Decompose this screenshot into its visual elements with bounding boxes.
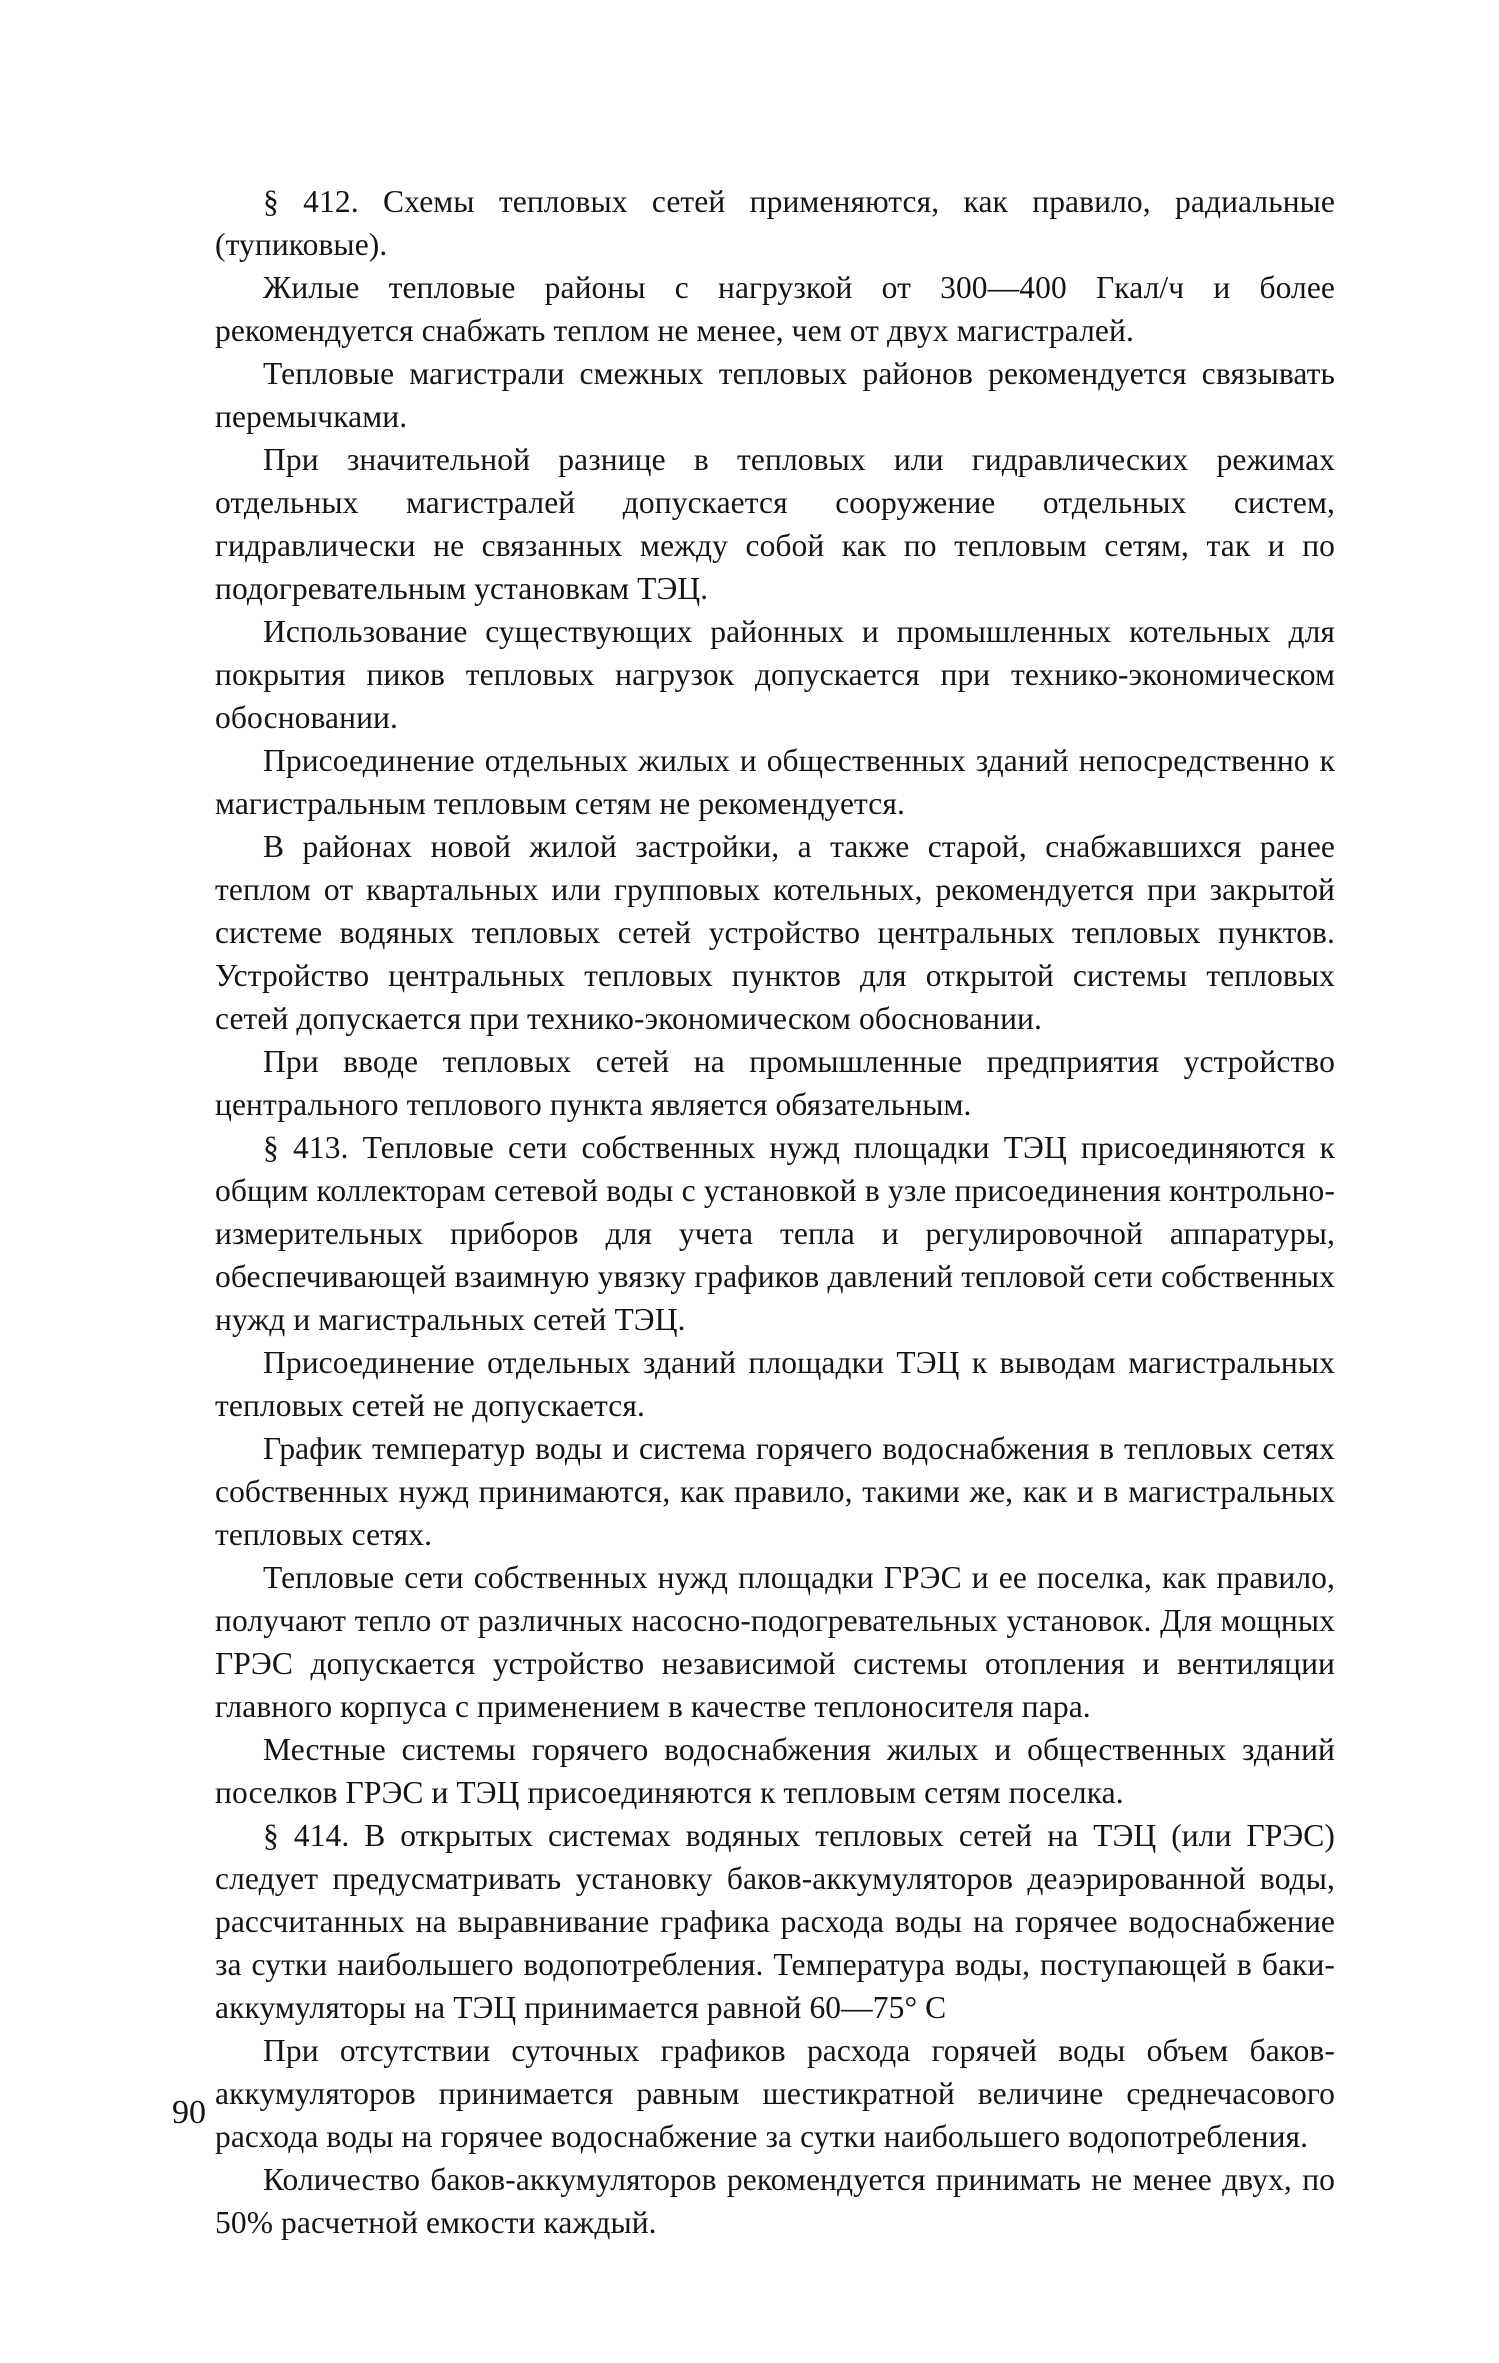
paragraph-industrial-input: При вводе тепловых сетей на промышленные предприятия устройство центрального теплового пункта является обязательным. [215,1044,1335,1122]
paragraph-boilers-peaks: Использование существующих районных и промышленных котельных для покрытия пиков тепловых нагрузок допускается при технико-экономическом обосновании. [215,614,1335,735]
paragraph-jumpers: Тепловые магистрали смежных тепловых районов рекомендуется связывать перемычками. [215,356,1335,434]
page-number: 90 [172,2094,206,2131]
paragraph-temperature-schedule: График температур воды и система горячего водоснабжения в тепловых сетях собственных нужд принимаются, как правило, такими же, как и в магистральных тепловых сетях. [215,1431,1335,1552]
paragraph-413-own-needs: § 413. Тепловые сети собственных нужд площадки ТЭЦ присоединяются к общим коллекторам сетевой воды с установкой в узле присоединения контрольно-измерительных приборов для учета тепла и регулировочной аппаратуры, обеспечивающей взаимную увязку графиков давлений тепловой сети собственных нужд и магистральных сетей ТЭЦ. [215,1130,1335,1337]
paragraph-tank-volume: При отсутствии суточных графиков расхода горячей воды объем баков-аккумуляторов принимается равным шестикратной величине среднечасового расхода воды на горячее водоснабжение за сутки наибольшего водопотребления. [215,2033,1335,2154]
paragraph-gres-networks: Тепловые сети собственных нужд площадки ГРЭС и ее поселка, как правило, получают тепло от различных насосно-подогревательных установок. Для мощных ГРЭС допускается устройство независимой системы отопления и вентиляции главного корпуса с применением в качестве теплоносителя пара. [215,1560,1335,1724]
paragraph-separate-systems: При значительной разнице в тепловых или гидравлических режимах отдельных магистралей допускается сооружение отдельных систем, гидравлически не связанных между собой как по тепловым сетям, так и по подогревательным установкам ТЭЦ. [215,442,1335,606]
document-body [215,180,1335,2244]
paragraph-412-intro: § 412. Схемы тепловых сетей применяются, как правило, радиальные (тупиковые). [215,184,1335,262]
paragraph-site-buildings: Присоединение отдельных зданий площадки ТЭЦ к выводам магистральных тепловых сетей не допускается. [215,1345,1335,1423]
paragraph-direct-connection: Присоединение отдельных жилых и общественных зданий непосредственно к магистральным тепловым сетям не рекомендуется. [215,743,1335,821]
paragraph-central-heat-points: В районах новой жилой застройки, а также старой, снабжавшихся ранее теплом от квартальных или групповых котельных, рекомендуется при закрытой системе водяных тепловых сетей устройство центральных тепловых пунктов. Устройство центральных тепловых пунктов для открытой системы тепловых сетей допускается при технико-экономическом обосновании. [215,829,1335,1036]
paragraph-414-tanks: § 414. В открытых системах водяных тепловых сетей на ТЭЦ (или ГРЭС) следует предусматривать установку баков-аккумуляторов деаэрированной воды, рассчитанных на выравнивание графика расхода воды на горячее водоснабжение за сутки наибольшего водопотребления. Температура воды, поступающей в баки-аккумуляторы на ТЭЦ принимается равной 60—75° С [215,1818,1335,2025]
paragraph-tank-count: Количество баков-аккумуляторов рекомендуется принимать не менее двух, по 50% расчетной емкости каждый. [215,2162,1335,2240]
paragraph-residential-load: Жилые тепловые районы с нагрузкой от 300—400 Гкал/ч и более рекомендуется снабжать теплом не менее, чем от двух магистралей. [215,270,1335,348]
paragraph-local-hot-water: Местные системы горячего водоснабжения жилых и общественных зданий поселков ГРЭС и ТЭЦ присоединяются к тепловым сетям поселка. [215,1732,1335,1810]
